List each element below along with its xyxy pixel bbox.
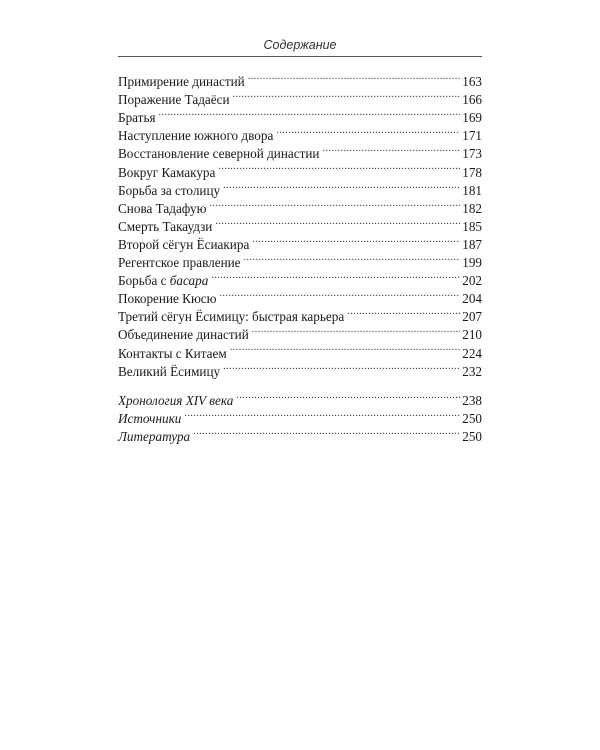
toc-entry-page: 187 — [462, 236, 482, 252]
toc-appendix-list — [118, 387, 482, 445]
toc-entry[interactable] — [118, 104, 482, 126]
toc-entry-page: 210 — [462, 327, 482, 343]
toc-entry-title: Покорение Кюсю — [118, 291, 217, 307]
toc-entry-title: Объединение династий — [118, 327, 249, 343]
toc-entry-page: 232 — [462, 363, 482, 379]
toc-entry-page: 202 — [462, 273, 482, 289]
leader-dots — [209, 195, 460, 213]
toc-entry-title: Вокруг Камакура — [118, 164, 216, 180]
leader-dots — [223, 358, 460, 376]
toc-entry-page: 199 — [462, 255, 482, 271]
toc-entry-title: Снова Тадафую — [118, 200, 207, 216]
toc-entry-title: Великий Ёсимицу — [118, 363, 221, 379]
toc-entry-title: Братья — [118, 110, 156, 126]
toc-entry[interactable] — [118, 122, 482, 144]
toc-entry-title: Второй сёгун Ёсиакира — [118, 236, 250, 252]
leader-dots — [223, 177, 460, 195]
toc-entry-page: 224 — [462, 345, 482, 361]
toc-entry-page: 166 — [462, 92, 482, 108]
toc-entry-page: 185 — [462, 218, 482, 234]
header-rule — [118, 56, 482, 57]
leader-dots — [220, 285, 461, 303]
toc-entry-page: 163 — [462, 74, 482, 90]
toc-entry-title-italic: басара — [169, 273, 209, 289]
leader-dots — [211, 267, 460, 285]
leader-dots — [230, 339, 461, 357]
toc-entry-title: Наступление южного двора — [118, 128, 274, 144]
toc-entry-title: Примирение династий — [118, 74, 245, 90]
leader-dots — [244, 249, 461, 267]
leader-dots — [184, 405, 460, 423]
toc-entry-title: Хронология XIV века — [118, 393, 234, 409]
toc-entry-title — [118, 272, 208, 290]
toc-appendix-entry[interactable] — [118, 387, 482, 409]
leader-dots — [236, 387, 460, 405]
toc-entry-page: 169 — [462, 110, 482, 126]
toc-entry-page: 250 — [462, 411, 482, 427]
toc-entry-title: Третий сёгун Ёсимицу: быстрая карьера — [118, 309, 345, 325]
toc-entry-page: 182 — [462, 200, 482, 216]
leader-dots — [347, 303, 460, 321]
leader-dots — [218, 158, 460, 176]
toc-entry-page: 238 — [462, 393, 482, 409]
leader-dots — [252, 231, 460, 249]
toc-entry-page: 181 — [462, 182, 482, 198]
toc-entry-page: 207 — [462, 309, 482, 325]
leader-dots — [252, 321, 460, 339]
toc-entry-title-prefix: Борьба с — [118, 273, 170, 289]
toc-entry-title: Источники — [118, 411, 182, 427]
toc-entry-page: 250 — [462, 429, 482, 445]
leader-dots — [248, 68, 461, 86]
toc-entry-title: Восстановление северной династии — [118, 146, 320, 162]
toc-list — [118, 68, 482, 379]
leader-dots — [276, 122, 460, 140]
toc-entry[interactable] — [118, 68, 482, 90]
toc-entry-page: 204 — [462, 291, 482, 307]
toc-entry-page: 171 — [462, 128, 482, 144]
toc-entry-title: Контакты с Китаем — [118, 345, 227, 361]
toc-entry-page: 173 — [462, 146, 482, 162]
toc-entry-title: Литература — [118, 429, 191, 445]
leader-dots — [215, 213, 460, 231]
toc-entry-title: Регентское правление — [118, 255, 241, 271]
running-header: Содержание — [263, 38, 337, 52]
toc-entry-title: Борьба за столицу — [118, 182, 221, 198]
leader-dots — [159, 104, 461, 122]
leader-dots — [233, 86, 461, 104]
toc-entry-title: Смерть Такаудзи — [118, 218, 213, 234]
toc-entry-title: Поражение Тадаёси — [118, 92, 230, 108]
leader-dots — [322, 140, 460, 158]
leader-dots — [193, 423, 460, 441]
toc-entry-page: 178 — [462, 164, 482, 180]
